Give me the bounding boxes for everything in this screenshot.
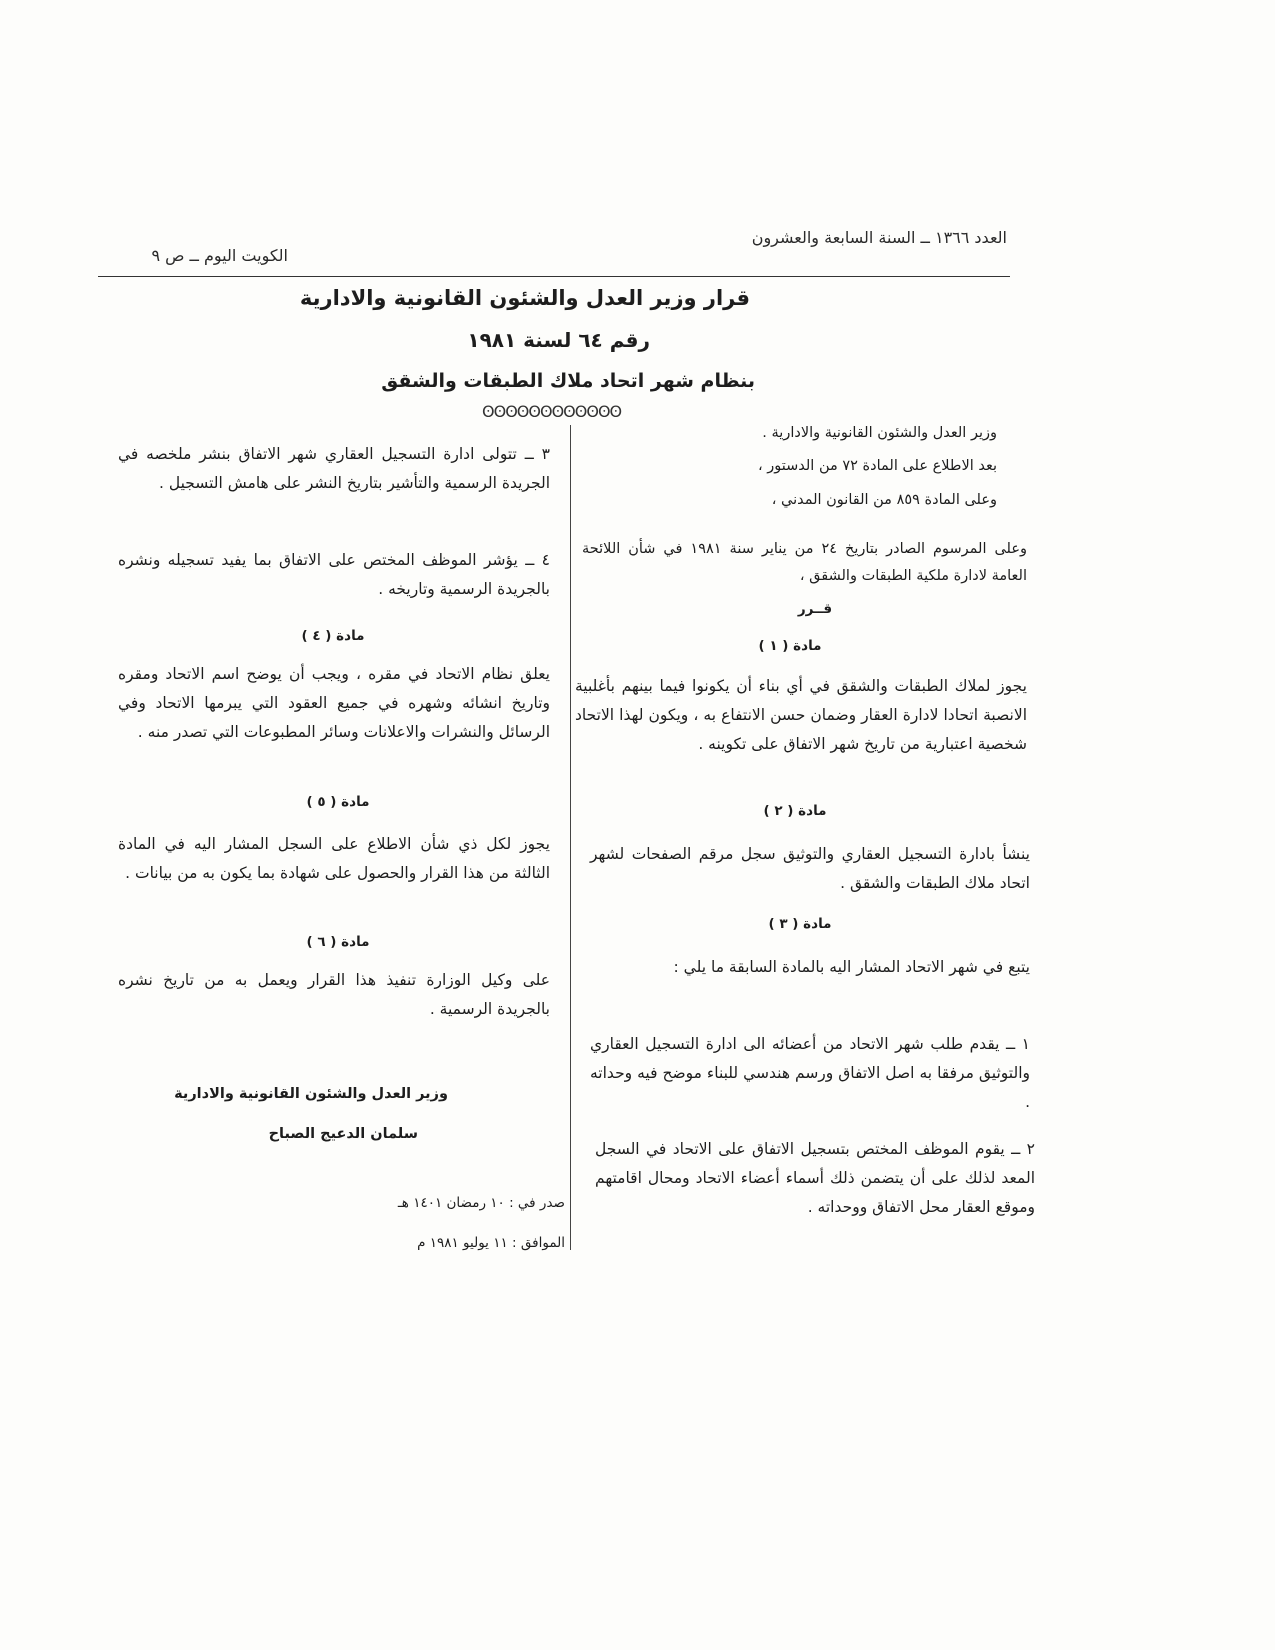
signature-name: سلمان الدعيج الصباح xyxy=(268,1126,418,1142)
article-5-heading: مادة ( ٥ ) xyxy=(306,794,370,810)
preamble-minister: وزير العدل والشئون القانونية والادارية . xyxy=(762,425,997,441)
signature-title: وزير العدل والشئون القانونية والادارية xyxy=(174,1086,448,1102)
article-3-item-1: ١ ــ يقدم طلب شهر الاتحاد من أعضائه الى ادارة التسجيل العقاري والتوثيق مرفقا به اصل الاتفاق ورسم هندسي للبناء موضح فيه وحداته . xyxy=(590,1035,1030,1111)
decree-number: رقم ٦٤ لسنة ١٩٨١ xyxy=(467,328,650,352)
article-1-heading: مادة ( ١ ) xyxy=(758,638,822,654)
issue-header: العدد ١٣٦٦ ــ السنة السابعة والعشرون xyxy=(751,228,1007,247)
article-2-text: ينشأ بادارة التسجيل العقاري والتوثيق سجل مرقم الصفحات لشهر اتحاد ملاك الطبقات والشقق . xyxy=(590,845,1030,892)
article-2-heading: مادة ( ٢ ) xyxy=(763,803,827,819)
article-3-item-4: ٤ ــ يؤشر الموظف المختص على الاتفاق بما يفيد تسجيله ونشره بالجريدة الرسمية وتاريخه . xyxy=(118,551,550,598)
page-number-header: الكويت اليوم ــ ص ٩ xyxy=(151,246,288,265)
decides-heading: قــرر xyxy=(797,601,833,617)
article-6-text: على وكيل الوزارة تنفيذ هذا القرار ويعمل به من تاريخ نشره بالجريدة الرسمية . xyxy=(118,971,550,1018)
column-divider xyxy=(570,425,571,1250)
title-ornament: ʘʘʘʘʘʘʘʘʘʘʘʘ xyxy=(482,402,622,421)
article-1-text: يجوز لملاك الطبقات والشقق في أي بناء أن يكونوا فيما بينهم بأغلبية الانصبة اتحادا لادارة العقار وضمان حسن الانتفاع به ، ويكون لهذا الاتحاد شخصية اعتبارية من تاريخ شهر الاتفاق على تكوينه . xyxy=(575,677,1027,753)
article-4-heading: مادة ( ٤ ) xyxy=(301,628,365,644)
issue-date-hijri: صدر في : ١٠ رمضان ١٤٠١ هـ xyxy=(397,1195,565,1211)
article-3-item-2: ٢ ــ يقوم الموظف المختص بتسجيل الاتفاق على الاتحاد في السجل المعد لذلك على أن يتضمن ذلك أسماء أعضاء الاتحاد ومحال اقامتهم وموقع العقار محل الاتفاق ووحداته . xyxy=(595,1140,1035,1216)
decree-subject: بنظام شهر اتحاد ملاك الطبقات والشقق xyxy=(381,370,755,392)
header-rule xyxy=(98,276,1010,277)
article-3-heading: مادة ( ٣ ) xyxy=(768,916,832,932)
article-5-text: يجوز لكل ذي شأن الاطلاع على السجل المشار اليه في المادة الثالثة من هذا القرار والحصول على شهادة بما يكون به من بيانات . xyxy=(118,835,550,882)
decree-title: قرار وزير العدل والشئون القانونية والادارية xyxy=(299,286,750,310)
article-4-text: يعلق نظام الاتحاد في مقره ، ويجب أن يوضح اسم الاتحاد ومقره وتاريخ انشائه وشهره في جميع العقود التي يبرمها الاتحاد وفي الرسائل والنشرات والاعلانات وسائر المطبوعات التي تصدر منه . xyxy=(118,665,550,741)
preamble-decree: وعلى المرسوم الصادر بتاريخ ٢٤ من يناير سنة ١٩٨١ في شأن اللائحة العامة لادارة ملكية الطبقات والشقق ، xyxy=(582,541,1028,584)
article-6-heading: مادة ( ٦ ) xyxy=(306,934,370,950)
preamble-civil-law: وعلى المادة ٨٥٩ من القانون المدني ، xyxy=(771,492,997,508)
article-3-item-3: ٣ ــ تتولى ادارة التسجيل العقاري شهر الاتفاق بنشر ملخصه في الجريدة الرسمية والتأشير بتاريخ النشر على هامش التسجيل . xyxy=(118,445,550,492)
preamble-constitution: بعد الاطلاع على المادة ٧٢ من الدستور ، xyxy=(757,458,997,474)
article-3-intro: يتبع في شهر الاتحاد المشار اليه بالمادة السابقة ما يلي : xyxy=(673,958,1030,976)
issue-date-gregorian: الموافق : ١١ يوليو ١٩٨١ م xyxy=(417,1235,565,1251)
